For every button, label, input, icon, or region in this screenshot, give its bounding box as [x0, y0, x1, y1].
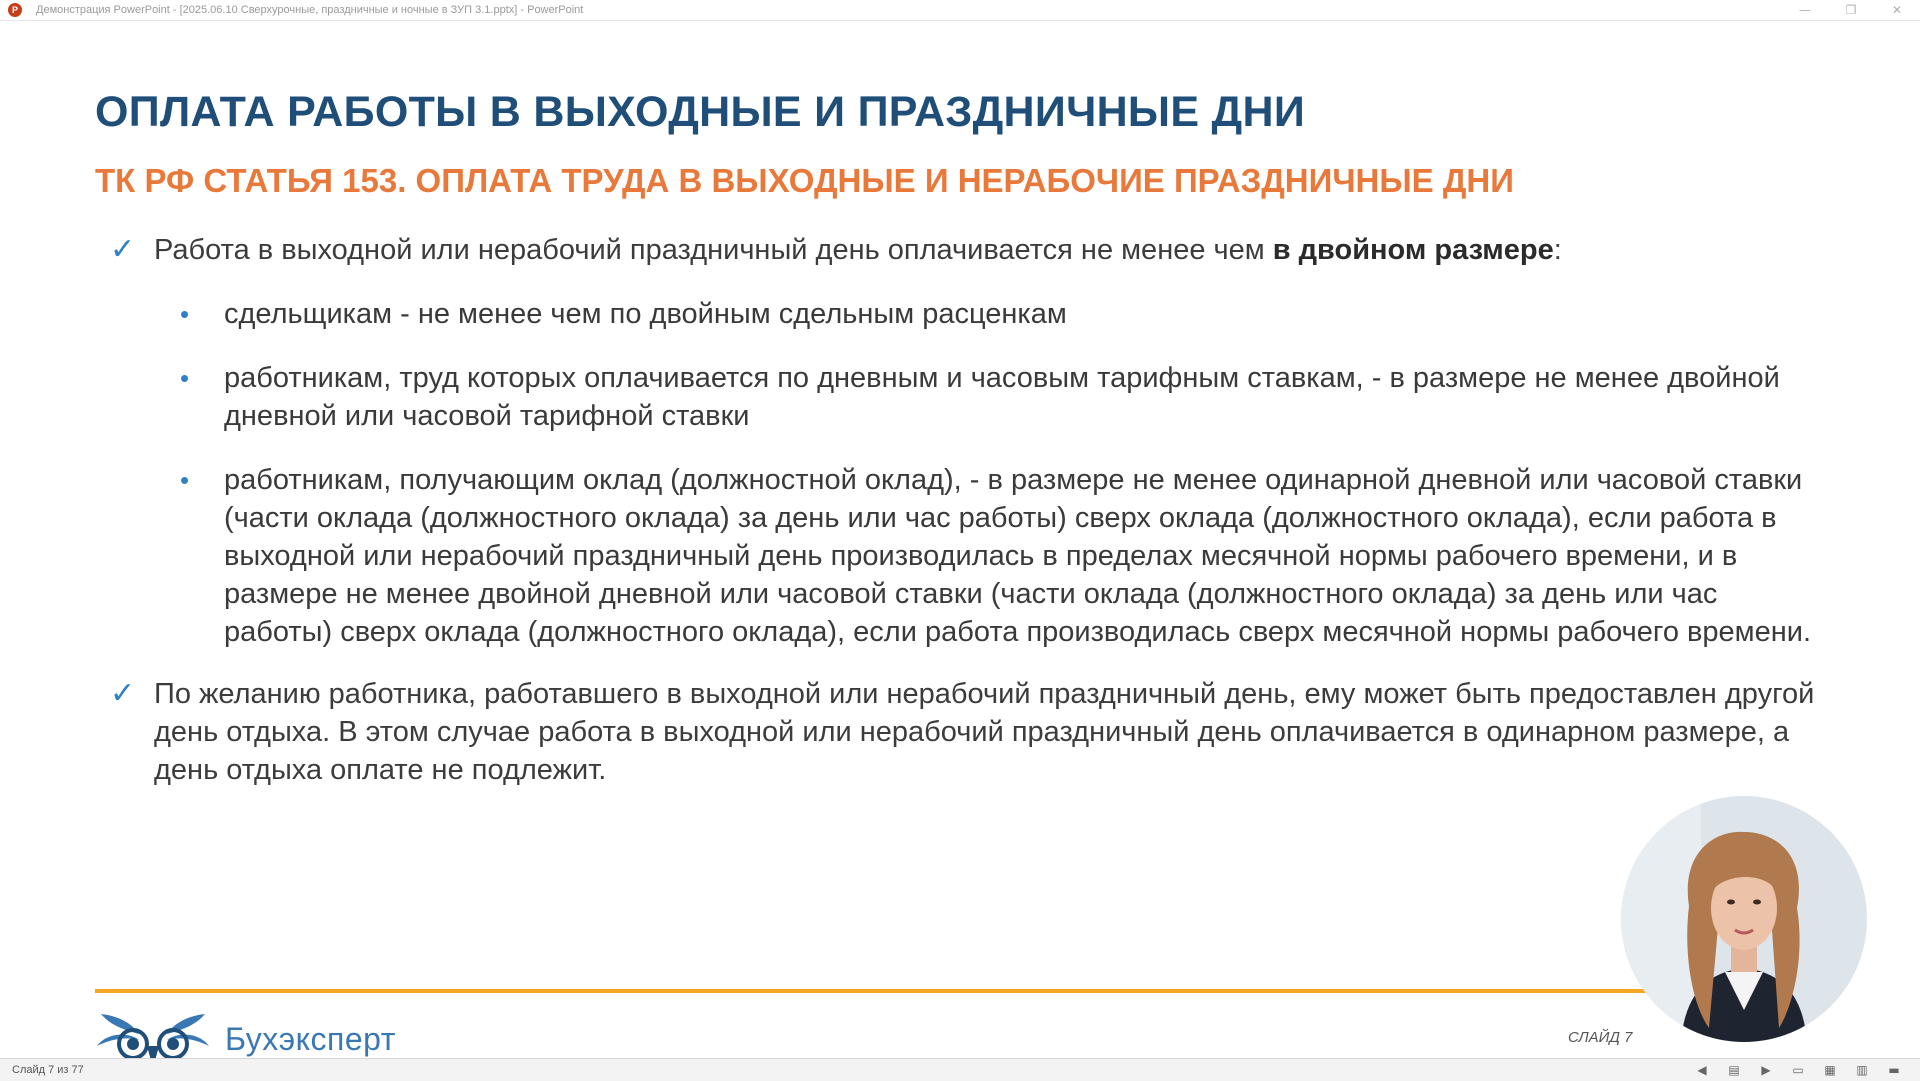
next-slide-icon[interactable]: ▶ — [1761, 1063, 1771, 1077]
sub-bullet-item — [180, 295, 1830, 333]
check-point-2 — [110, 675, 1830, 789]
window-controls — [1782, 0, 1920, 20]
bullet-dot-icon: • — [180, 299, 190, 329]
window-title: Демонстрация PowerPoint - [2025.06.10 Сверхурочные, праздничные и ночные в ЗУП 3.1.pptx] - PowerPoint — [36, 4, 584, 16]
close-button[interactable]: ✕ — [1891, 3, 1903, 17]
slide-subtitle: ТК РФ СТАТЬЯ 153. ОПЛАТА ТРУДА В ВЫХОДНЫЕ И НЕРАБОЧИЕ ПРАЗДНИЧНЫЕ ДНИ — [95, 162, 1514, 199]
presenter-video-circle — [1621, 796, 1867, 1042]
slide-content — [110, 231, 1830, 789]
minimize-button[interactable]: — — [1799, 3, 1811, 17]
slide-number-label: СЛАЙД 7 — [1568, 1029, 1633, 1046]
powerpoint-icon: P — [8, 3, 22, 17]
sub-bullet-item — [180, 359, 1830, 435]
slide-sorter-icon[interactable]: ▦ — [1824, 1063, 1836, 1077]
check-point-1 — [110, 231, 1830, 269]
sub-bullet-text: работникам, труд которых оплачивается по дневным и часовым тарифным ставкам, - в размере не менее двойной дневной или часовой тарифной ставки — [224, 362, 1780, 432]
sub-bullet-item — [180, 461, 1830, 651]
slide-canvas[interactable] — [0, 21, 1920, 1057]
restore-button[interactable]: ❐ — [1845, 3, 1857, 17]
status-bar — [0, 1058, 1920, 1081]
previous-slide-icon[interactable]: ◀ — [1697, 1063, 1707, 1077]
slideshow-view-icon[interactable]: ▬ — [1888, 1063, 1900, 1077]
footer-divider — [95, 989, 1837, 993]
point-1-text-before: Работа в выходной или нерабочий праздничный день оплачивается не менее чем — [154, 234, 1273, 266]
reading-view-icon[interactable]: ▥ — [1856, 1063, 1868, 1077]
point-2-text: По желанию работника, работавшего в выходной или нерабочий праздничный день, ему может быть предоставлен другой день отдыха. В этом случае работа в выходной или нерабочий праздничный день оплачивается в одинарном размере, а день отдыха оплате не подлежит. — [154, 678, 1815, 786]
bullet-dot-icon: • — [180, 363, 190, 393]
slide-title: ОПЛАТА РАБОТЫ В ВЫХОДНЫЕ И ПРАЗДНИЧНЫЕ ДНИ — [95, 88, 1306, 136]
sub-bullet-text: сдельщикам - не менее чем по двойным сдельным расценкам — [224, 298, 1067, 330]
sub-bullet-list — [180, 295, 1830, 651]
logo-text: Бухэксперт — [225, 1020, 396, 1057]
sub-bullet-text: работникам, получающим оклад (должностной оклад), - в размере не менее одинарной дневной или часовой ставки (части оклада (должностного оклада) за день или час работы) сверх оклада (должностного оклада), если работа в выходной или нерабочий праздничный день производилась в пределах месячной нормы рабочего времени, и в размере не менее двойной дневной или часовой ставки (части оклада (должностного оклада) за день или час работы) сверх оклада (должностного оклада), если работа производилась сверх месячной нормы рабочего времени. — [224, 464, 1812, 648]
slide-menu-icon[interactable]: ▤ — [1728, 1063, 1740, 1077]
view-controls — [1686, 1061, 1910, 1079]
slide-counter: Слайд 7 из 77 — [12, 1064, 84, 1076]
bullet-dot-icon: • — [180, 465, 190, 495]
checkmark-icon: ✓ — [110, 676, 136, 711]
window-title-bar — [0, 0, 1920, 21]
presenter-image — [1621, 796, 1867, 1042]
normal-view-icon[interactable]: ▭ — [1792, 1063, 1804, 1077]
point-1-text-after: : — [1553, 234, 1562, 266]
point-1-bold: в двойном размере — [1272, 234, 1554, 266]
checkmark-icon: ✓ — [110, 232, 136, 267]
